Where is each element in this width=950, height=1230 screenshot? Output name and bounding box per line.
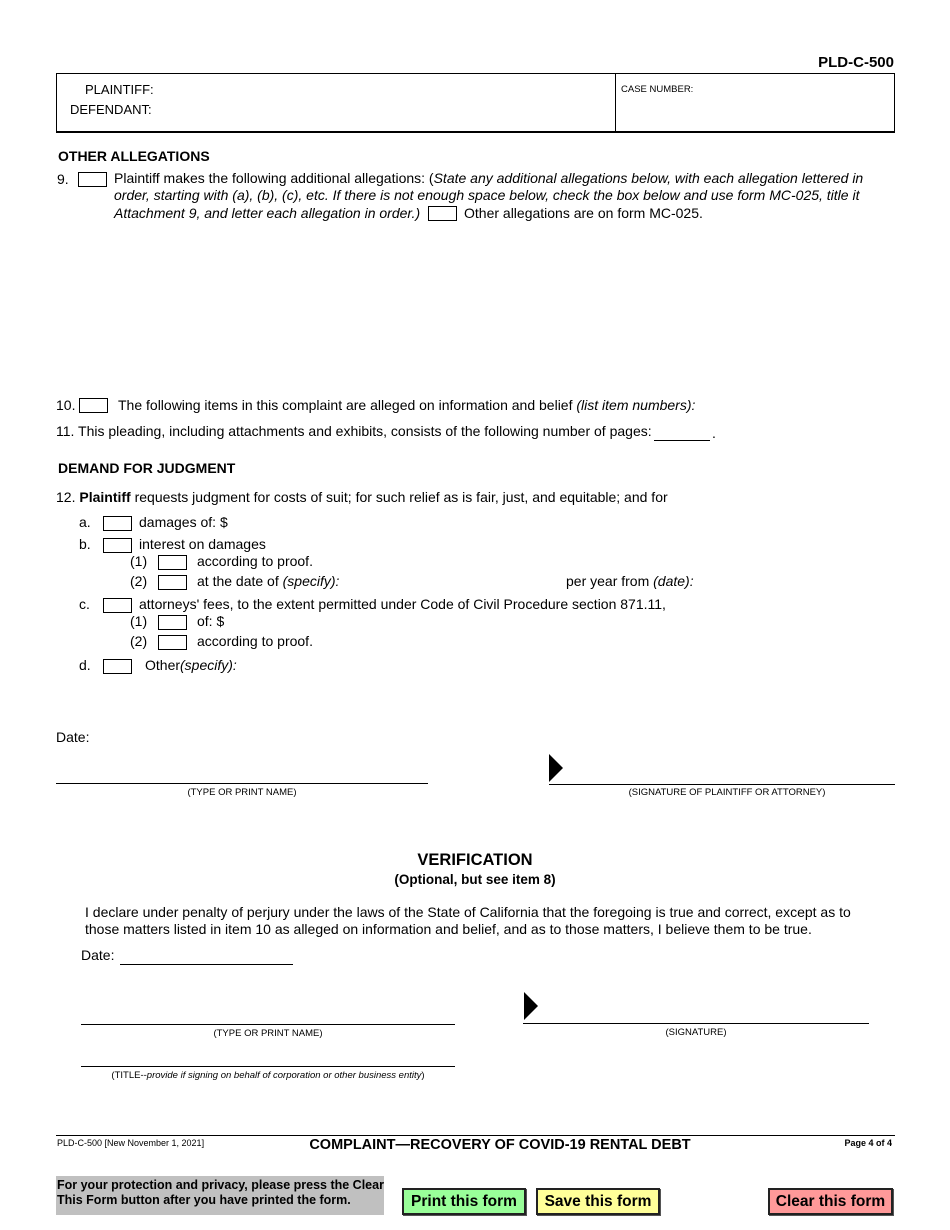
title-caption-suffix: ) [421,1070,425,1081]
form-id: PLD-C-500 [818,54,894,71]
case-number-label: CASE NUMBER: [621,84,694,95]
mc025-checkbox[interactable] [428,206,457,221]
item12c1-label: (1) [130,613,148,629]
save-form-button[interactable]: Save this form [536,1188,660,1215]
item10-line [118,397,695,413]
item10-checkbox[interactable] [79,398,108,413]
item9-line3: Attachment 9, and letter each allegation in order.) [114,205,421,221]
date-label: Date: [56,729,90,745]
item12d-checkbox[interactable] [103,659,132,674]
verification-signature-line[interactable] [523,1023,869,1024]
type-name-line[interactable] [56,783,428,784]
item12a-checkbox[interactable] [103,516,132,531]
item11-period: . [712,425,716,441]
plaintiff-label: PLAINTIFF: [85,82,154,97]
item12b1-label: (1) [130,553,148,569]
footer-rule [56,1135,895,1136]
item12c1-text: of: $ [197,613,225,629]
item12b2-per-year [566,573,694,589]
verification-signature-caption: (SIGNATURE) [665,1027,727,1038]
verification-date-field[interactable] [120,964,293,965]
item12b-text: interest on damages [139,536,266,552]
verification-type-name-line[interactable] [81,1024,455,1025]
item10-italic: (list item numbers): [576,397,696,413]
item11-text: 11. This pleading, including attachments and exhibits, consists of the following number of pages: [56,423,652,439]
item12b1-text: according to proof. [197,553,313,569]
verification-subtitle: (Optional, but see item 8) [394,872,556,887]
item12b1-checkbox[interactable] [158,555,187,570]
footer-title: COMPLAINT—RECOVERY OF COVID-19 RENTAL DEBT [309,1137,691,1153]
item12a-label: a. [79,514,91,530]
demand-heading: DEMAND FOR JUDGMENT [58,460,236,476]
privacy-notice [56,1176,384,1215]
item11-pages-field[interactable] [654,440,710,441]
item12c2-checkbox[interactable] [158,635,187,650]
item12d-italic: (specify): [180,657,237,673]
item12d-text: Other [145,657,181,673]
item9-line2: order, starting with (a), (b), (c), etc. If there is not enough space below, check the box below and use form MC-025, title it [114,187,860,203]
item12b-checkbox[interactable] [103,538,132,553]
item12c-text: attorneys' fees, to the extent permitted under Code of Civil Procedure section 871.11, [139,596,666,612]
item9-number: 9. [57,171,69,187]
other-allegations-heading: OTHER ALLEGATIONS [58,148,210,164]
item12b2-label: (2) [130,573,148,589]
verification-date-label: Date: [81,947,115,963]
verification-signature-arrow-icon [524,992,538,1020]
item12c-checkbox[interactable] [103,598,132,613]
signature-line[interactable] [549,784,895,785]
item9-checkbox[interactable] [78,172,107,187]
item10-text: The following items in this complaint are alleged on information and belief [118,397,573,413]
item12c-label: c. [79,596,90,612]
caption-divider [615,74,616,132]
verification-title: VERIFICATION [417,851,533,869]
mc025-text: Other allegations are on form MC-025. [464,205,703,221]
item12b2-text: at the date of [197,573,279,589]
item12b2-italic: (specify): [282,573,340,589]
verification-title-line[interactable] [81,1066,455,1067]
item12c2-text: according to proof. [197,633,313,649]
declaration-line2: those matters listed in item 10 as alleged on information and belief, and as to those matters, I believe them to be true. [85,921,812,937]
item12d-line [145,657,237,673]
item12b2-per-year-text: per year from [566,573,650,589]
print-form-button[interactable]: Print this form [402,1188,526,1215]
item10-number: 10. [56,397,76,413]
item12-text: requests judgment for costs of suit; for such relief as is fair, just, and equitable; and for [134,489,668,505]
item12b-label: b. [79,536,91,552]
caption-box-shadow [56,131,895,133]
signature-caption: (SIGNATURE OF PLAINTIFF OR ATTORNEY) [628,787,826,798]
item9-line1 [114,170,863,186]
privacy-line1: For your protection and privacy, please press the Clear [57,1178,384,1192]
verification-title-caption [81,1070,455,1081]
title-caption-prefix: (TITLE-- [111,1070,147,1081]
title-caption-italic: provide if signing on behalf of corporation or other business entity [146,1070,422,1081]
item12d-label: d. [79,657,91,673]
item12c1-checkbox[interactable] [158,615,187,630]
signature-arrow-icon [549,754,563,782]
defendant-label: DEFENDANT: [70,102,152,117]
item12-line [56,489,668,505]
footer-form-rev: PLD-C-500 [New November 1, 2021] [57,1138,205,1148]
privacy-line2: This Form button after you have printed the form. [57,1193,351,1207]
item9-text: Plaintiff makes the following additional allegations: ( [114,170,434,186]
item12b2-checkbox[interactable] [158,575,187,590]
item9-italic-1: State any additional allegations below, with each allegation lettered in [433,170,864,186]
caption-box [56,73,895,133]
item12-plaintiff: Plaintiff [79,489,131,505]
item12-number: 12. [56,489,76,505]
type-name-caption: (TYPE OR PRINT NAME) [187,787,297,798]
verification-type-name-caption: (TYPE OR PRINT NAME) [213,1028,323,1039]
footer-page: Page 4 of 4 [844,1138,892,1148]
item12b2-line [197,573,339,589]
item12b2-date-italic: (date): [653,573,694,589]
item12c2-label: (2) [130,633,148,649]
declaration-line1: I declare under penalty of perjury under the laws of the State of California that the foregoing is true and correct, except as to [85,904,851,920]
clear-form-button[interactable]: Clear this form [768,1188,893,1215]
item12a-text: damages of: $ [139,514,228,530]
